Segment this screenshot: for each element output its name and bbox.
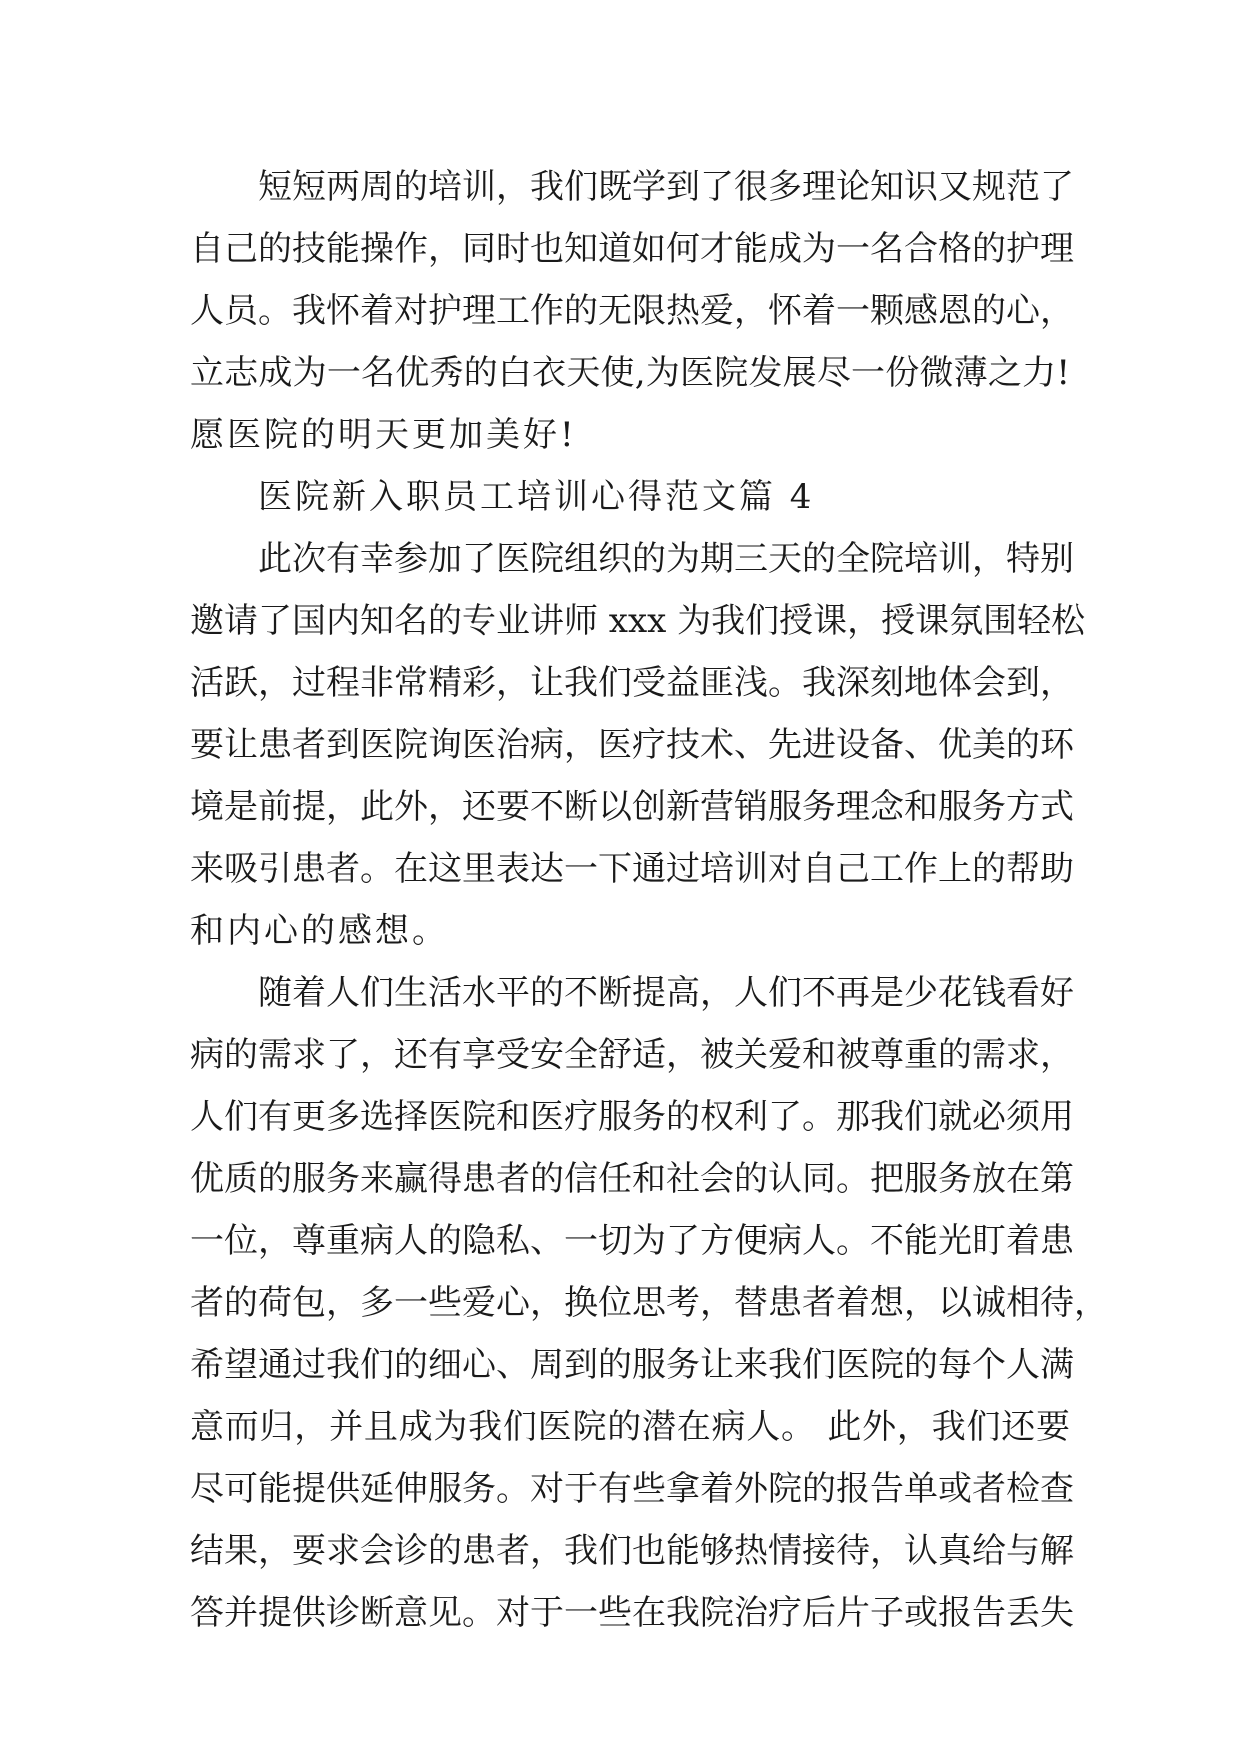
document-body	[190, 156, 1108, 1644]
text-line: 自己的技能操作，同时也知道如何才能成为一名合格的护理	[190, 229, 1074, 269]
text-line: 此次有幸参加了医院组织的为期三天的全院培训，特别	[258, 539, 1074, 579]
text-line: 者的荷包，多一些爱心，换位思考，替患者着想，以诚相待，	[190, 1283, 1108, 1323]
text-line: 病的需求了，还有享受安全舒适，被关爱和被尊重的需求，	[190, 1035, 1074, 1075]
text-line: 优质的服务来赢得患者的信任和社会的认同。把服务放在第	[190, 1159, 1074, 1199]
text-line: 活跃，过程非常精彩，让我们受益匪浅。我深刻地体会到，	[190, 663, 1074, 703]
text-line: 邀请了国内知名的专业讲师 xxx 为我们授课，授课氛围轻松	[190, 601, 1086, 641]
text-line: 愿医院的明天更加美好!	[190, 415, 577, 455]
text-line: 一位，尊重病人的隐私、一切为了方便病人。不能光盯着患	[190, 1221, 1074, 1261]
text-line: 意而归，并且成为我们医院的潜在病人。 此外，我们还要	[190, 1407, 1070, 1447]
text-line: 短短两周的培训，我们既学到了很多理论知识又规范了	[258, 167, 1074, 207]
text-line: 人员。我怀着对护理工作的无限热爱，怀着一颗感恩的心，	[190, 291, 1074, 331]
text-line: 尽可能提供延伸服务。对于有些拿着外院的报告单或者检查	[190, 1469, 1074, 1509]
text-line: 境是前提，此外，还要不断以创新营销服务理念和服务方式	[190, 787, 1074, 827]
text-line: 结果，要求会诊的患者，我们也能够热情接待，认真给与解	[190, 1531, 1074, 1571]
text-line: 答并提供诊断意见。对于一些在我院治疗后片子或报告丢失	[190, 1593, 1074, 1633]
text-line: 人们有更多选择医院和医疗服务的权利了。那我们就必须用	[190, 1097, 1074, 1137]
text-line: 来吸引患者。在这里表达一下通过培训对自己工作上的帮助	[190, 849, 1074, 889]
text-line: 随着人们生活水平的不断提高，人们不再是少花钱看好	[258, 973, 1074, 1013]
text-line: 和内心的感想。	[190, 911, 449, 951]
section-heading: 医院新入职员工培训心得范文篇 4	[258, 477, 815, 517]
text-line: 要让患者到医院询医治病，医疗技术、先进设备、优美的环	[190, 725, 1074, 765]
text-line: 立志成为一名优秀的白衣天使,为医院发展尽一份微薄之力!	[190, 353, 1070, 393]
text-line: 希望通过我们的细心、周到的服务让来我们医院的每个人满	[190, 1345, 1074, 1385]
